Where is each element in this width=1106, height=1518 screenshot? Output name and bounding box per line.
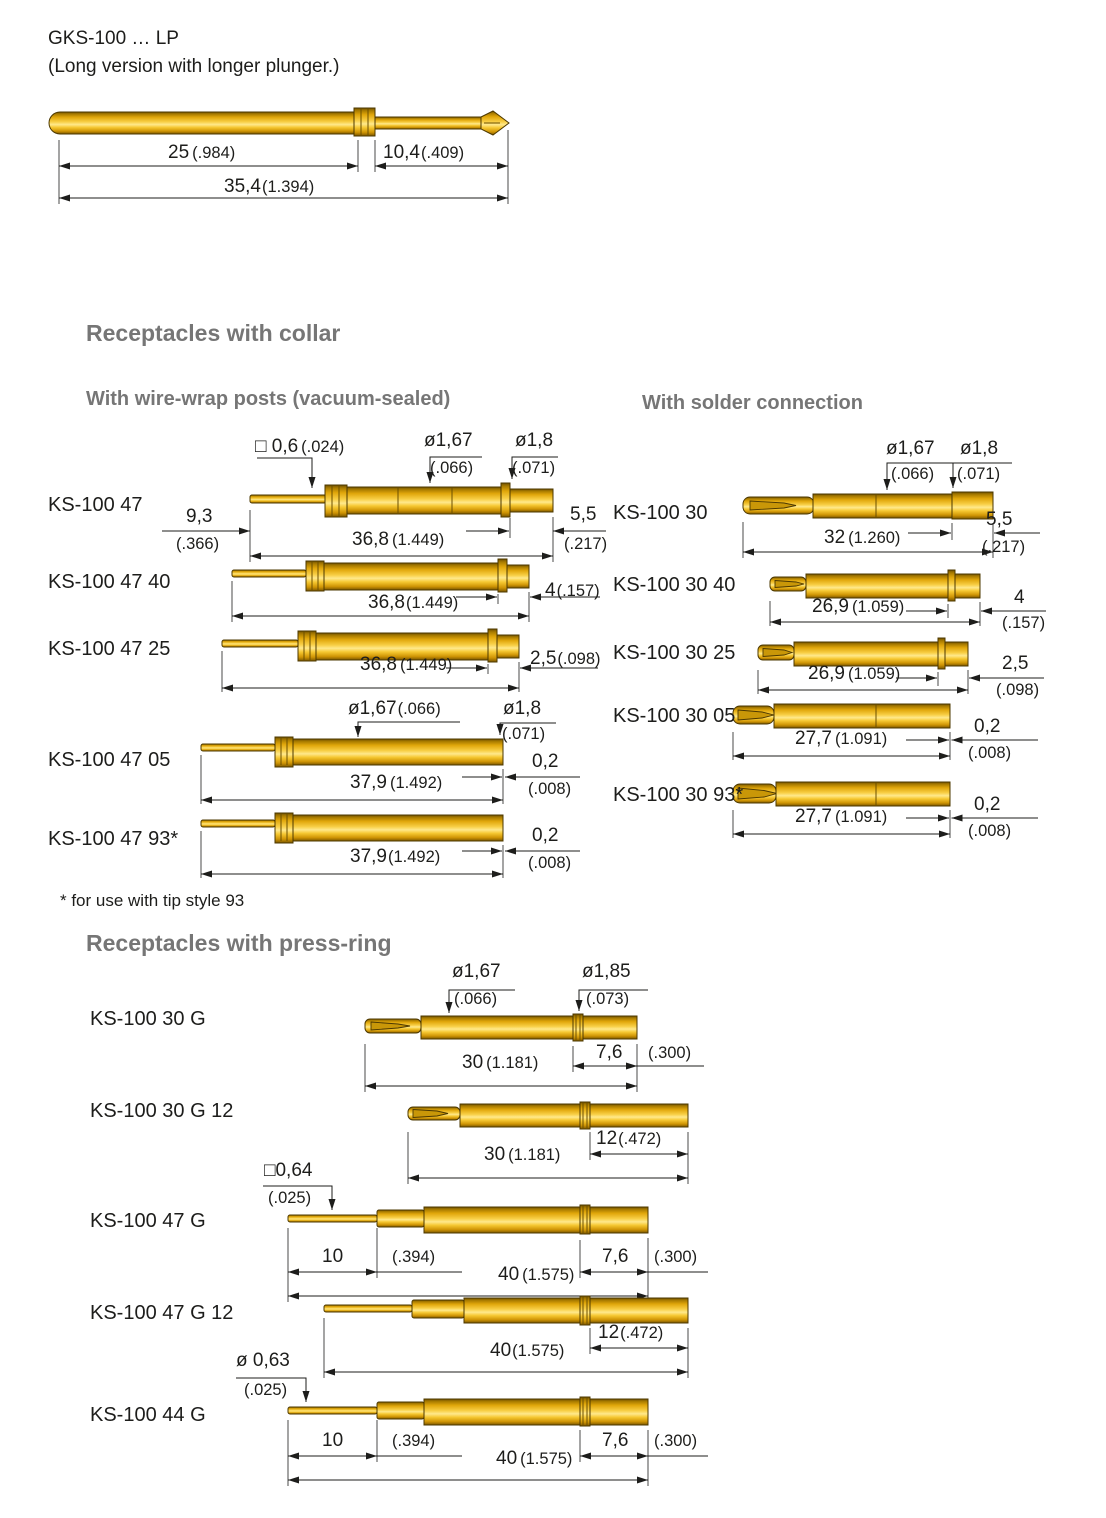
dim-length: 36,8 (1.449) (368, 592, 459, 613)
dim-tail-inch: (.008) (528, 780, 572, 798)
dim-tail: 0,2 (532, 825, 559, 846)
dim-tail: 0,2 (974, 716, 1001, 737)
dim-tail-inch: (.217) (982, 538, 1026, 556)
annotation-dia-167-inch: (.066) (891, 465, 935, 483)
annotation-dia-167-inch: (.066) (430, 459, 474, 477)
dim-length: 40 (1.575) (496, 1448, 573, 1469)
annotation-square-064: □0,64 (264, 1160, 313, 1181)
annotation-dia-18-inch: (.071) (957, 465, 1001, 483)
annotation-dia-18: ø1,8 (503, 698, 542, 719)
part-label: KS-100 47 G 12 (90, 1302, 234, 1324)
part-label: KS-100 47 40 (48, 571, 171, 593)
part-label: KS-100 30 G 12 (90, 1100, 234, 1122)
dim-tail: 2,5 (1002, 653, 1029, 674)
dim-tail: 7,6 (602, 1246, 629, 1267)
part-label: KS-100 30 93* (613, 784, 744, 806)
dim-tail-inch: (.008) (968, 822, 1012, 840)
part-label: KS-100 30 40 (613, 574, 736, 596)
probe-drawing-ks-100-30-g (365, 990, 704, 1092)
dim-tail-inch: (.008) (528, 854, 572, 872)
annotation-dia-18-inch: (.071) (512, 459, 556, 477)
section-heading-collar: Receptacles with collar (86, 320, 341, 346)
part-label: KS-100 30 25 (613, 642, 736, 664)
dim-tail: 7,6 (602, 1430, 629, 1451)
annotation-dia-18: ø1,8 (960, 438, 999, 459)
dim-length: 26,9 (1.059) (808, 663, 901, 684)
part-label: KS-100 47 (48, 494, 143, 516)
probe-drawing-ks-100-47-g (263, 1186, 708, 1302)
dim-length: 40 (1.575) (490, 1340, 565, 1361)
dim-length: 30 (1.181) (484, 1144, 561, 1165)
page-subtitle: (Long version with longer plunger.) (48, 56, 340, 77)
dim-tail: 5,5 (570, 504, 597, 525)
annotation-square-06: □ 0,6 (.024) (255, 436, 345, 457)
dim-tail-inch: (.300) (654, 1248, 698, 1266)
dim-tail: 12 (.472) (596, 1128, 662, 1149)
dim-tail: 4 (1014, 587, 1025, 608)
dim-post-inch: (.366) (176, 535, 220, 553)
annotation-dia-063: ø 0,63 (236, 1350, 290, 1371)
annotation-dia-167-inch: (.066) (454, 990, 498, 1008)
dim-tail: 0,2 (974, 794, 1001, 815)
dim-length: 27,7 (1.091) (795, 806, 888, 827)
dim-tail: 5,5 (986, 509, 1013, 530)
annotation-dia-18-inch: (.071) (502, 725, 546, 743)
dim-length: 36,8 (1.449) (352, 529, 445, 550)
part-label: KS-100 30 05 (613, 705, 736, 727)
dim-length: 30 (1.181) (462, 1052, 539, 1073)
dim-post-inch: (.394) (392, 1248, 436, 1266)
dim-length: 26,9 (1.059) (812, 596, 905, 617)
dim-length: 37,9 (1.492) (350, 772, 443, 793)
dim-tail: 7,6 (596, 1042, 623, 1063)
dim-tail-inch: (.300) (648, 1044, 692, 1062)
subheading-wire-wrap: With wire-wrap posts (vacuum-sealed) (86, 388, 451, 410)
part-label: KS-100 47 G (90, 1210, 206, 1232)
dim-tail: 2,5 (.098) (530, 648, 601, 669)
dim-length: 32 (1.260) (824, 527, 901, 548)
annotation-dia-063-inch: (.025) (244, 1381, 288, 1399)
dim-length: 40 (1.575) (498, 1264, 575, 1285)
annotation-dia-167: ø1,67 (452, 961, 501, 982)
dim-top-25: 25 (.984) (168, 142, 236, 163)
part-label: KS-100 30 G (90, 1008, 206, 1030)
dim-tail-inch: (.008) (968, 744, 1012, 762)
dim-length: 27,7 (1.091) (795, 728, 888, 749)
dim-top-104: 10,4 (.409) (383, 142, 465, 163)
dim-tail-inch: (.217) (564, 535, 608, 553)
dim-tail-inch: (.157) (1002, 614, 1046, 632)
dim-tail: 12 (.472) (598, 1322, 664, 1343)
part-label: KS-100 47 93* (48, 828, 179, 850)
annotation-dia-185: ø1,85 (582, 961, 631, 982)
dim-tail-inch: (.098) (996, 681, 1040, 699)
dim-tail-inch: (.300) (654, 1432, 698, 1450)
dim-length: 37,9 (1.492) (350, 846, 441, 867)
dim-post: 10 (322, 1246, 344, 1267)
dim-top-354: 35,4 (1.394) (224, 176, 315, 197)
annotation-dia-167: ø1,67 (886, 438, 935, 459)
part-label: KS-100 30 (613, 502, 708, 524)
annotation-square-064-inch: (.025) (268, 1189, 312, 1207)
part-label: KS-100 44 G (90, 1404, 206, 1426)
annotation-dia-167: ø1,67 (.066) (348, 698, 441, 719)
footnote: * for use with tip style 93 (60, 891, 245, 910)
part-label: KS-100 47 25 (48, 638, 171, 660)
page-title: GKS-100 … LP (48, 28, 179, 49)
section-heading-press-ring: Receptacles with press-ring (86, 930, 392, 956)
dim-post: 10 (322, 1430, 344, 1451)
annotation-dia-167: ø1,67 (424, 430, 473, 451)
annotation-dia-185-inch: (.073) (586, 990, 630, 1008)
dim-post-inch: (.394) (392, 1432, 436, 1450)
dim-tail: 4 (.157) (545, 580, 600, 601)
part-label: KS-100 47 05 (48, 749, 171, 771)
annotation-dia-18: ø1,8 (515, 430, 554, 451)
dim-post: 9,3 (186, 506, 213, 527)
dim-tail: 0,2 (532, 751, 559, 772)
subheading-solder: With solder connection (642, 392, 863, 414)
probe-drawing-ks-100-44-g (236, 1378, 708, 1486)
dim-length: 36,8 (1.449) (360, 654, 453, 675)
